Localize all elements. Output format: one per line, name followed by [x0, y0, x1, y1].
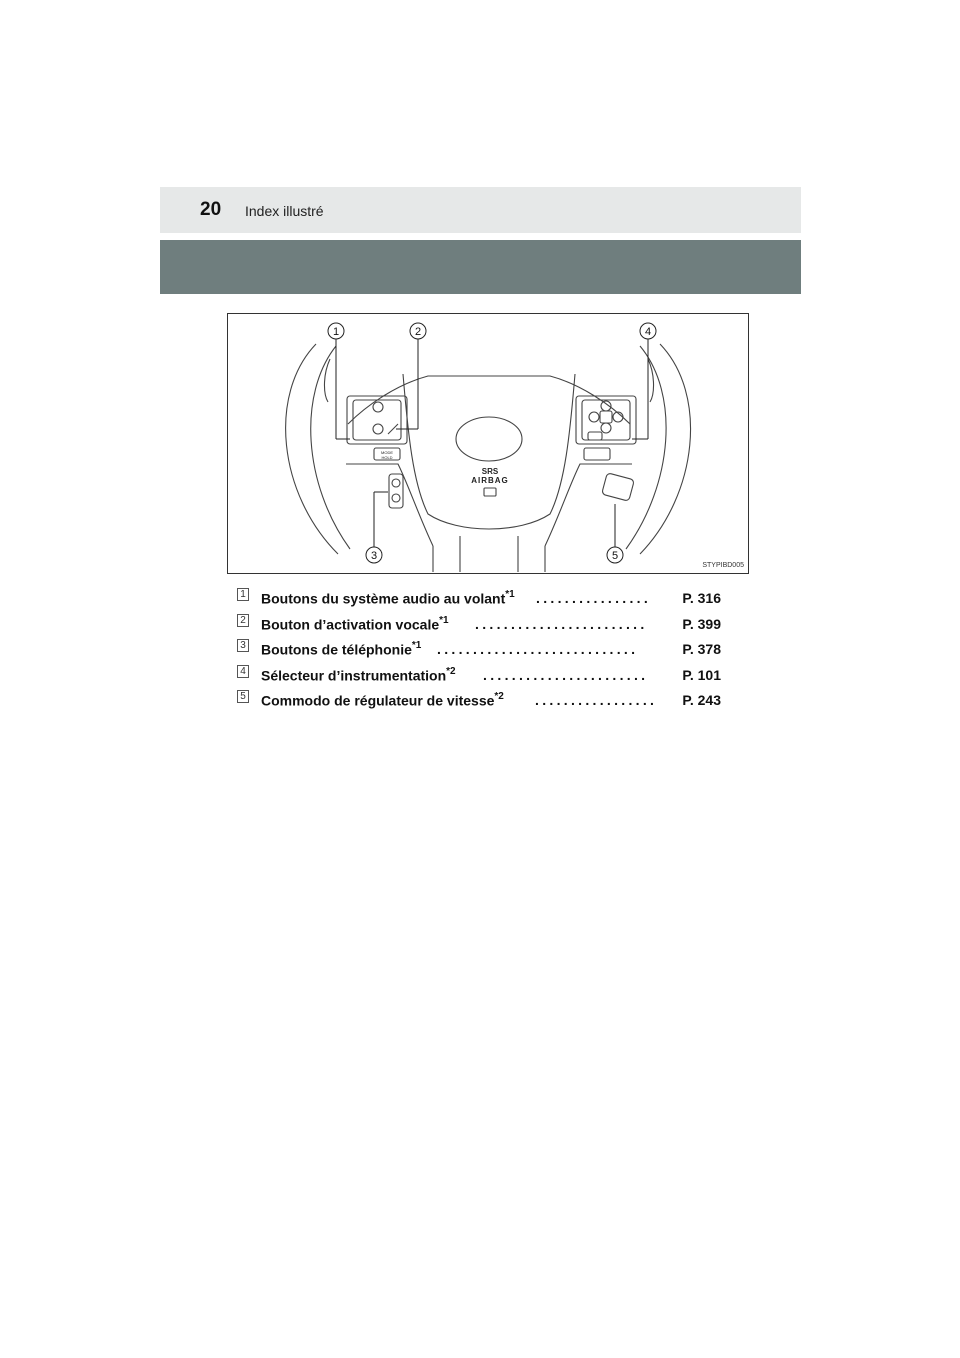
item-number: 1 — [237, 588, 249, 601]
page-ref: P. 243 — [682, 692, 721, 708]
item-label: Sélecteur d’instrumentation$^{*2}$ — [261, 665, 456, 684]
item-label: Boutons du système audio au volant$^{*1}$ — [261, 589, 515, 607]
item-number: 2 — [237, 614, 249, 627]
left-switch-panel — [347, 396, 407, 444]
dot-leader: ....................... — [483, 666, 649, 683]
footnote-marker: *1 — [411, 640, 422, 651]
rim-left-inner — [311, 346, 350, 549]
rim-right-inner — [626, 346, 666, 549]
steering-wheel-figure — [227, 313, 749, 574]
callout-2-label: 2 — [414, 326, 422, 338]
dot-leader: ................. — [535, 692, 658, 708]
callout-5-label: 5 — [611, 550, 619, 562]
item-number: 4 — [237, 665, 249, 678]
steering-wheel-illustration — [228, 314, 750, 575]
dot-leader: ........................ — [475, 615, 648, 632]
item-number: 5 — [237, 690, 249, 703]
legend-item — [237, 639, 727, 665]
hold-label: HOLD — [381, 455, 393, 460]
footnote-marker: *1 — [505, 589, 515, 600]
page-ref: P. 316 — [682, 590, 721, 606]
callout-1-label: 1 — [332, 326, 340, 338]
logo-emblem — [456, 417, 522, 461]
figure-code: STYPIBD005 — [702, 562, 744, 569]
page-ref: P. 101 — [682, 666, 721, 683]
section-banner — [160, 240, 801, 294]
mode-label: MODE — [381, 450, 393, 455]
callout-3-label: 3 — [370, 550, 378, 562]
item-label: Commodo de régulateur de vitesse$^{*2}$ — [261, 691, 504, 709]
airbag-label: AIRBAG — [471, 476, 509, 485]
callout-4-label: 4 — [644, 326, 652, 338]
legend-item — [237, 690, 727, 716]
legend-item — [237, 588, 727, 614]
page-number: 20 — [200, 199, 222, 220]
footnote-marker: *2 — [446, 665, 456, 677]
footnote-marker: *2 — [494, 691, 504, 702]
legend-list — [237, 588, 727, 716]
legend-item — [237, 614, 727, 640]
page-ref: P. 378 — [682, 641, 721, 657]
item-label: Bouton d’activation vocale$^{*1}$ — [261, 614, 449, 633]
srs-label: SRS — [481, 467, 499, 476]
section-title: Index illustré — [245, 203, 324, 219]
page-ref: P. 399 — [682, 615, 721, 632]
dot-leader: ............................ — [437, 641, 639, 657]
item-number: 3 — [237, 639, 249, 652]
legend-item — [237, 665, 727, 691]
item-label: Boutons de téléphonie$^{*1}$ — [261, 640, 422, 658]
cruise-lever — [602, 473, 635, 501]
dot-leader: ................ — [536, 590, 652, 606]
footnote-marker: *1 — [439, 614, 449, 626]
